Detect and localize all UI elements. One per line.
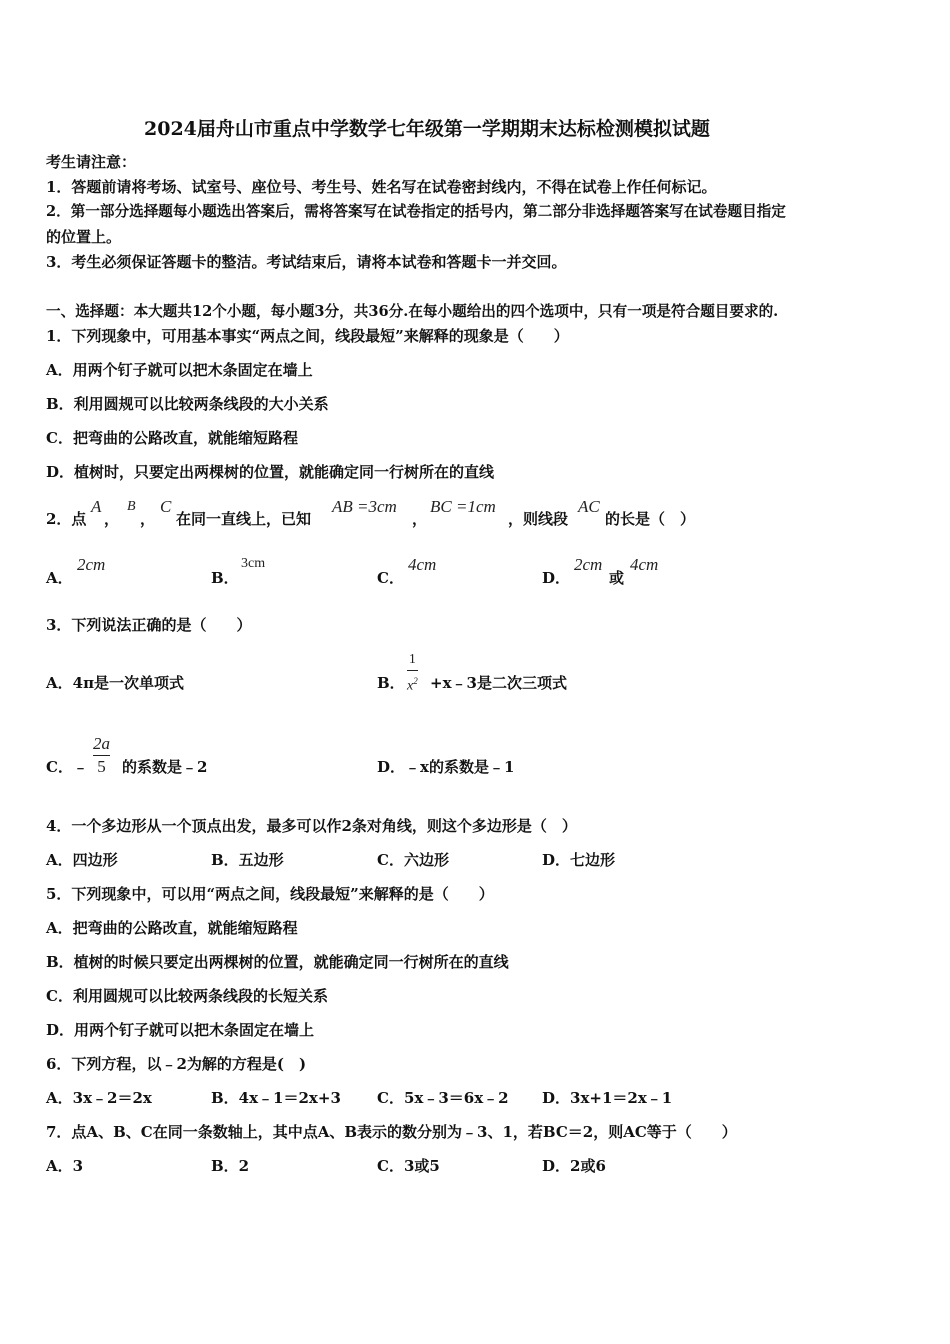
option-a: A．四边形 xyxy=(46,851,118,869)
notice-item-2-line-1: 2．第一部分选择题每小题选出答案后，需将答案写在试卷指定的括号内，第二部分非选择题答案写在试卷题目指定 xyxy=(46,203,786,220)
option-c: C．3或5 xyxy=(377,1157,440,1175)
option-c-label: C．﹣ xyxy=(46,758,88,776)
notice-item-3: 3．考生必须保证答题卡的整洁。考试结束后，请将本试卷和答题卡一并交回。 xyxy=(46,253,567,271)
question-stem: 6．下列方程，以﹣2为解的方程是( ) xyxy=(46,1055,307,1073)
point-c: C xyxy=(160,497,172,516)
option-b-fraction xyxy=(407,650,418,697)
option-d-label: D． xyxy=(542,569,571,587)
question-stem-middle: ，则线段 xyxy=(508,510,569,528)
fraction-denominator xyxy=(407,671,418,697)
notice-item-2-line-2: 的位置上。 xyxy=(46,228,122,246)
question-stem: 1．下列现象中，可用基本事实“两点之间，线段最短”来解释的现象是（ ） xyxy=(46,327,569,345)
notice-heading: 考生请注意： xyxy=(46,153,137,171)
option-c-label: C． xyxy=(377,569,404,587)
fraction-numerator: 2a xyxy=(93,734,110,753)
fraction-exponent: 2 xyxy=(413,676,418,686)
option-d: D．2或6 xyxy=(542,1157,606,1175)
option-d: D．七边形 xyxy=(542,851,616,869)
option-a-label: A． xyxy=(46,569,73,587)
option-d: D．用两个钉子就可以把木条固定在墙上 xyxy=(46,1021,315,1039)
fraction-numerator: 1 xyxy=(408,652,416,667)
option-b: B．2 xyxy=(211,1157,250,1175)
option-b-label: B． xyxy=(377,674,405,692)
option-d: D．﹣x的系数是﹣1 xyxy=(377,758,515,776)
option-b: B．五边形 xyxy=(211,851,284,869)
option-c: C．利用圆规可以比较两条线段的长短关系 xyxy=(46,987,328,1005)
segment-bc-length: BC =1cm xyxy=(430,497,496,516)
option-d: D．3x+1＝2x﹣1 xyxy=(542,1089,673,1107)
option-b-text: +x﹣3是二次三项式 xyxy=(430,674,567,692)
separator: ， xyxy=(104,510,120,528)
option-a-value: 2cm xyxy=(77,555,106,574)
option-b-label: B． xyxy=(211,569,239,587)
question-stem-prefix: 2．点 xyxy=(46,510,87,528)
option-b-value: 3cm xyxy=(241,556,266,571)
option-d-value-1: 2cm xyxy=(574,555,603,574)
option-c-value: 4cm xyxy=(408,555,437,574)
option-b: B．利用圆规可以比较两条线段的大小关系 xyxy=(46,395,329,413)
option-c: C．5x﹣3＝6x﹣2 xyxy=(377,1089,509,1107)
question-stem: 7．点A、B、C在同一条数轴上，其中点A、B表示的数分别为﹣3、1，若BC＝2，则AC等于（ ） xyxy=(46,1123,737,1141)
option-c: C．六边形 xyxy=(377,851,449,869)
point-a: A xyxy=(91,497,102,516)
separator: ， xyxy=(412,510,428,528)
page-title: 2024届舟山市重点中学数学七年级第一学期期末达标检测模拟试题 xyxy=(144,118,710,140)
question-stem: 3．下列说法正确的是（ ） xyxy=(46,616,252,634)
option-a: A．用两个钉子就可以把木条固定在墙上 xyxy=(46,361,313,379)
option-d-value-2: 4cm xyxy=(630,555,659,574)
fraction-variable: x xyxy=(407,678,414,694)
question-stem: 5．下列现象中，可以用“两点之间，线段最短”来解释的是（ ） xyxy=(46,885,494,903)
option-d-or: 或 xyxy=(609,569,625,587)
option-a: A．4π是一次单项式 xyxy=(46,674,185,692)
question-stem: 4．一个多边形从一个顶点出发，最多可以作2条对角线，则这个多边形是（ ） xyxy=(46,817,577,835)
question-stem-suffix: 的长是（ ） xyxy=(605,510,696,528)
segment-ac: AC xyxy=(578,497,600,516)
option-c-text: 的系数是﹣2 xyxy=(122,758,208,776)
point-b: B xyxy=(127,499,136,514)
fraction-denominator: 5 xyxy=(97,757,106,776)
option-b: B．植树的时候只要定出两棵树的位置，就能确定同一行树所在的直线 xyxy=(46,953,509,971)
separator: ， xyxy=(140,510,156,528)
option-b: B．4x﹣1＝2x+3 xyxy=(211,1089,341,1107)
notice-item-1: 1．答题前请将考场、试室号、座位号、考生号、姓名写在试卷密封线内，不得在试卷上作任何标记。 xyxy=(46,178,717,196)
option-c: C．把弯曲的公路改直，就能缩短路程 xyxy=(46,429,298,447)
question-stem-middle: 在同一直线上，已知 xyxy=(176,510,312,528)
option-a: A．3 xyxy=(46,1157,84,1175)
option-d: D．植树时，只要定出两棵树的位置，就能确定同一行树所在的直线 xyxy=(46,463,495,481)
section-heading: 一、选择题：本大题共12个小题，每小题3分，共36分.在每小题给出的四个选项中，只有一项是符合题目要求的. xyxy=(46,303,779,320)
segment-ab-length: AB =3cm xyxy=(332,497,397,516)
option-a: A．3x﹣2＝2x xyxy=(46,1089,152,1107)
option-c-fraction xyxy=(93,733,110,778)
option-a: A．把弯曲的公路改直，就能缩短路程 xyxy=(46,919,298,937)
